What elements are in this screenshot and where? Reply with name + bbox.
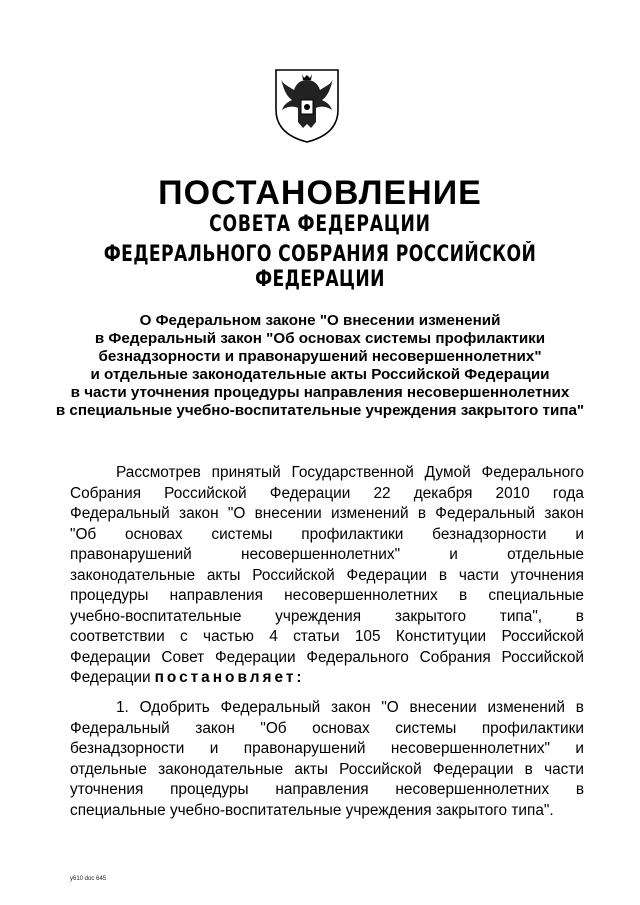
subject-line: в специальные учебно-воспитательные учреждения закрытого типа"	[55, 402, 585, 419]
paragraph-line: законодательные акты Российской Федерации в части уточнения	[70, 566, 584, 584]
paragraph-line: соответствии с частью 4 статьи 105 Конституции Российской	[70, 628, 584, 645]
subject-line: безнадзорности и правонарушений несовершеннолетних"	[98, 348, 542, 365]
subject-line: и отдельные законодательные акты Российской Федерации	[90, 366, 550, 383]
subject-line: в части уточнения процедуры направления несовершеннолетних	[70, 384, 570, 401]
preamble-paragraph	[70, 463, 584, 689]
resolution-subject	[40, 312, 600, 420]
paragraph-line: процедуры направления несовершеннолетних в специальные	[70, 587, 584, 604]
clause-1-paragraph	[70, 698, 584, 821]
paragraph-line: специальные учебно-воспитательные учреждения закрытого типа".	[70, 801, 554, 819]
paragraph-line: безнадзорности и правонарушений несовершеннолетних" и	[70, 740, 584, 757]
coat-of-arms-emblem	[272, 64, 342, 144]
paragraph-line: Собрания Российской Федерации 22 декабря 2010 года	[70, 484, 584, 502]
decree-keyword: постановляет:	[154, 669, 305, 686]
file-reference: у610 doc 645	[70, 876, 107, 882]
paragraph-line: правонарушений несовершеннолетних" и отдельные	[70, 546, 584, 563]
paragraph-line: Федеральный закон "О внесении изменений в Федеральный закон	[70, 505, 584, 522]
paragraph-line-text: Федерации	[70, 669, 151, 686]
paragraph-line: "Об основах системы профилактики безнадзорности и	[70, 525, 584, 543]
paragraph-line: Федеральный закон "Об основах системы профилактики	[70, 719, 584, 737]
paragraph-line: Рассмотрев принятый Государственной Думой Федерального	[116, 464, 584, 481]
paragraph-line-final	[70, 668, 584, 689]
paragraph-line: уточнения процедуры направления несовершеннолетних в	[70, 781, 584, 798]
subject-line: в Федеральный закон "Об основах системы профилактики	[94, 330, 546, 347]
paragraph-line: Федерации Совет Федерации Федерального Собрания Российской	[70, 648, 584, 666]
paragraph-line: учебно-воспитательные учреждения закрытого типа", в	[70, 607, 584, 625]
issuer-line-2: ФЕДЕРАЛЬНОГО СОБРАНИЯ РОССИЙСКОЙ ФЕДЕРАЦИИ	[103, 242, 537, 292]
document-title: ПОСТАНОВЛЕНИЕ	[158, 174, 482, 212]
issuer-line-1: СОВЕТА ФЕДЕРАЦИИ	[209, 212, 431, 237]
paragraph-line: отдельные законодательные акты Российской Федерации в части	[70, 760, 584, 778]
paragraph-line: 1. Одобрить Федеральный закон "О внесении изменений в	[116, 699, 584, 716]
subject-line: О Федеральном законе "О внесении изменений	[139, 312, 501, 329]
